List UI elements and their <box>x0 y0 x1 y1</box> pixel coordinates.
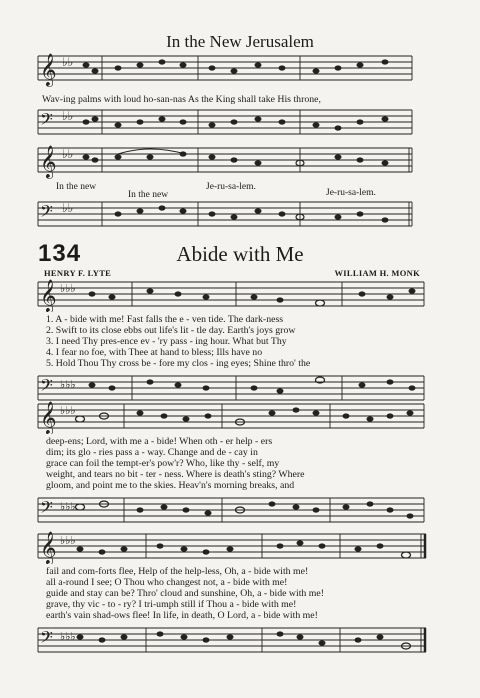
verse-3-line-1: 3. I need Thy pres-ence ev - 'ry pass - ing hour. What but Thy <box>46 336 287 347</box>
svg-text:𝄞: 𝄞 <box>40 55 57 86</box>
verse-4-line-3: grave, thy vic - to - ry? I tri-umph still if Thou a - bide with me! <box>46 599 297 610</box>
treble-staff-system-3 <box>0 530 480 564</box>
svg-text:♭♭: ♭♭ <box>62 55 74 69</box>
svg-text:♭♭: ♭♭ <box>62 147 74 161</box>
verse-5-line-1: 5. Hold Thou Thy cross be - fore my clos - ing eyes; Shine thro' the <box>46 358 311 369</box>
svg-text:♭♭: ♭♭ <box>62 109 74 123</box>
top-lyric-jerusalem-2: Je-ru-sa-lem. <box>326 188 376 198</box>
top-hymn-title: In the New Jerusalem <box>166 32 314 51</box>
top-lyric-in-the-new-1: In the new <box>56 182 97 192</box>
verse-4-line-2: weight, and tears no bit - ter - ness. Where is death's sting? Where <box>46 469 305 480</box>
svg-text:♭♭♭: ♭♭♭ <box>60 379 76 391</box>
verse-5-line-2: gloom, and point me to the skies. Heav'n's morning breaks, and <box>46 480 295 491</box>
svg-text:♭♭♭: ♭♭♭ <box>60 501 76 513</box>
verses-system-2 <box>46 436 426 491</box>
verse-1-line-2: deep-ens; Lord, with me a - bide! When oth - er help - ers <box>46 436 273 447</box>
svg-text:𝄞: 𝄞 <box>40 147 57 178</box>
bass-staff-system-2 <box>0 494 480 528</box>
svg-text:𝄢: 𝄢 <box>40 499 53 521</box>
verse-2-line-1: 2. Swift to its close ebbs out life's lit - tle day. Earth's joys grow <box>46 325 296 336</box>
svg-text:𝄢: 𝄢 <box>40 629 53 651</box>
svg-text:𝄢: 𝄢 <box>40 203 53 225</box>
top-treble-staff-1 <box>0 52 480 92</box>
composer-credit: WILLIAM H. MONK <box>334 268 420 278</box>
bass-staff-system-3 <box>0 624 480 660</box>
svg-text:𝄢: 𝄢 <box>40 377 53 399</box>
top-bass-staff-2 <box>0 198 480 238</box>
verse-2-line-2: dim; its glo - ries pass a - way. Change and de - cay in <box>46 447 258 458</box>
treble-staff-system-1 <box>0 278 480 312</box>
svg-text:♭♭♭: ♭♭♭ <box>60 631 76 643</box>
verse-3-line-3: guide and stay can be? Thro' cloud and sunshine, Oh, a - bide with me! <box>46 588 325 599</box>
svg-text:♭♭: ♭♭ <box>62 201 74 215</box>
svg-text:♭♭♭: ♭♭♭ <box>60 283 76 295</box>
top-bass-staff-1 <box>0 104 480 144</box>
author-credit: HENRY F. LYTE <box>44 268 112 278</box>
verse-1-line-1: 1. A - bide with me! Fast falls the e - ven tide. The dark-ness <box>46 314 284 325</box>
svg-text:♭♭♭: ♭♭♭ <box>60 535 76 547</box>
treble-staff-system-2 <box>0 400 480 434</box>
hymn-title: Abide with Me <box>176 242 304 266</box>
verses-system-1 <box>46 314 426 369</box>
top-lyric-jerusalem-1: Je-ru-sa-lem. <box>206 182 256 192</box>
verse-2-line-3: all a-round I see; O Thou who changest not, a - bide with me! <box>46 577 288 588</box>
svg-text:♭♭♭: ♭♭♭ <box>60 405 76 417</box>
top-lyric-in-the-new-2: In the new <box>128 190 169 200</box>
svg-text:𝄞: 𝄞 <box>40 533 57 564</box>
top-lyric-line-1: Wav-ing palms with loud ho-san-nas As the King shall take His throne, <box>42 94 321 105</box>
verse-4-line-1: 4. I fear no foe, with Thee at hand to bless; Ills have no <box>46 347 263 358</box>
hymn-number: 134 <box>38 240 82 267</box>
svg-text:𝄢: 𝄢 <box>40 111 53 133</box>
svg-text:𝄞: 𝄞 <box>40 403 57 434</box>
verse-5-line-3: earth's vain shad-ows flee! In life, in death, O Lord, a - bide with me! <box>46 610 318 621</box>
verses-system-3 <box>46 566 426 621</box>
verse-3-line-2: grace can foil the tempt-er's pow'r? Who, like thy - self, my <box>46 458 280 469</box>
top-treble-staff-2 <box>0 142 480 182</box>
verse-1-line-3: fail and com-forts flee, Help of the help-less, Oh, a - bide with me! <box>46 566 309 577</box>
svg-text:𝄞: 𝄞 <box>40 281 57 312</box>
